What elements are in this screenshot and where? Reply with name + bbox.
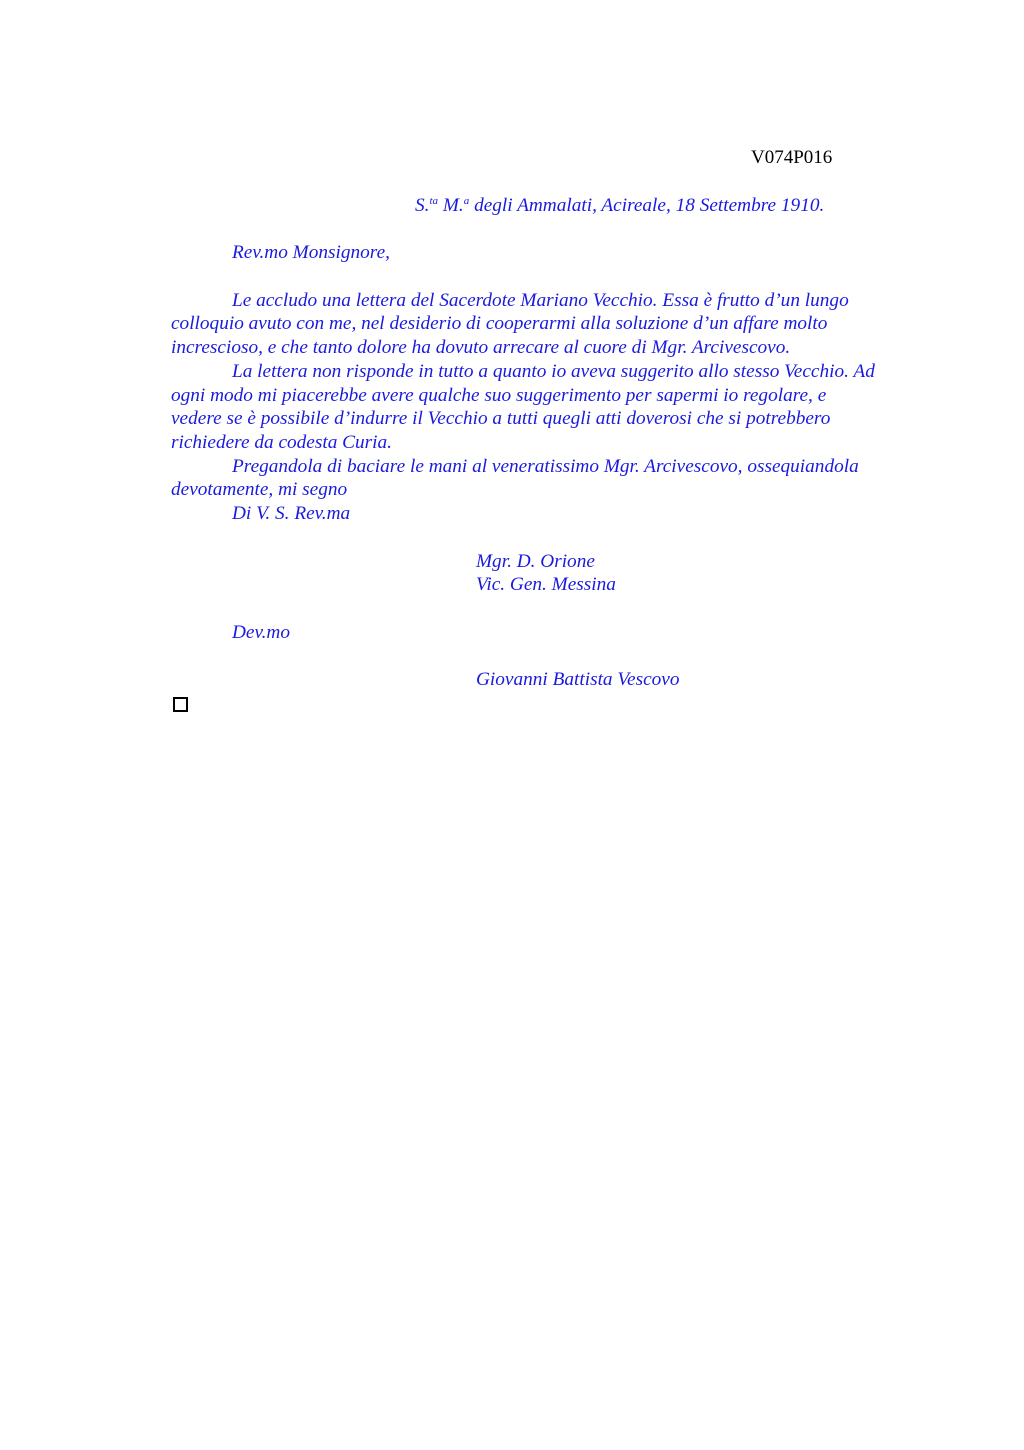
reply-signature: Giovanni Battista Vescovo — [476, 668, 680, 690]
closing: Di V. S. Rev.ma — [232, 503, 351, 525]
reply-closing: Dev.mo — [232, 621, 290, 643]
paragraph-line: colloquio avuto con me, nel desiderio di cooperarmi alla soluzione d’un affare molto — [171, 313, 828, 335]
dateline-s: S. — [415, 195, 430, 216]
paragraph-line: Le accludo una lettera del Sacerdote Mariano Vecchio. Essa è frutto d’un lungo — [232, 289, 849, 311]
dateline — [415, 194, 929, 218]
paragraph-2 — [171, 360, 929, 455]
paragraph-line: Pregandola di baciare le mani al veneratissimo Mgr. Arcivescovo, ossequiandola — [232, 455, 859, 477]
paragraph-3 — [171, 455, 929, 502]
paragraph-line: vedere se è possibile d’indurre il Vecchio a tutti quegli atti doverosi che si potrebbero — [171, 408, 831, 430]
paragraph-line: devotamente, mi segno — [171, 479, 348, 501]
dateline-m: M. — [442, 195, 464, 216]
letter-body — [171, 194, 929, 692]
dateline-m-superscript: a — [463, 195, 470, 207]
dateline-s-superscript: ta — [429, 195, 439, 207]
paragraph-1 — [171, 289, 929, 360]
paragraph-line: richiedere da codesta Curia. — [171, 432, 392, 453]
end-marker-box — [173, 697, 188, 712]
paragraph-line: increscioso, e che tanto dolore ha dovuto arrecare al cuore di Mgr. Arcivescovo. — [171, 337, 791, 359]
dateline-place-date: degli Ammalati, Acireale, 18 Settembre 1910. — [474, 195, 825, 216]
paragraph-line: La lettera non risponde in tutto a quanto io aveva suggerito allo stesso Vecchio. Ad — [232, 360, 875, 382]
salutation: Rev.mo Monsignore, — [232, 242, 390, 264]
signature-title: Vic. Gen. Messina — [476, 574, 616, 596]
signature-name: Mgr. D. Orione — [476, 550, 595, 572]
paragraph-line: ogni modo mi piacerebbe avere qualche suo suggerimento per sapermi io regolare, e — [171, 384, 827, 406]
document-code: V074P016 — [751, 147, 833, 168]
